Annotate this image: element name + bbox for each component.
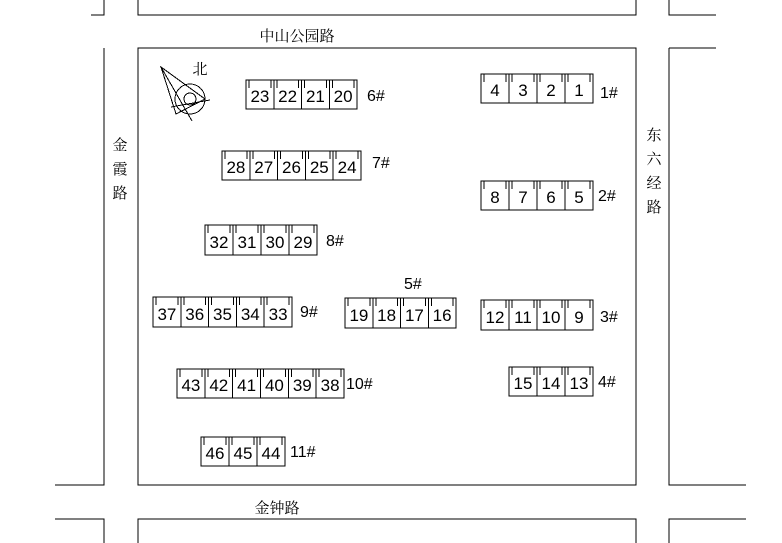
building-label: 7# [372,155,390,172]
unit-number: 10 [541,308,561,327]
unit-number: 33 [268,305,288,324]
building-label: 11# [290,444,316,461]
west-label-char: 金 [112,136,128,154]
unit-number: 39 [292,376,312,395]
building-9 [153,297,318,327]
building-2 [481,181,616,210]
unit-number: 21 [305,87,325,106]
unit-number: 14 [541,374,561,393]
unit-number: 6 [546,188,556,207]
building-7 [222,151,390,180]
unit-number: 32 [209,233,229,252]
unit-number: 31 [237,233,257,252]
building-label: 4# [598,374,616,391]
east-label-char: 六 [646,150,662,168]
unit-number: 28 [226,158,246,177]
buildings-layer [153,74,618,466]
unit-number: 46 [205,444,225,463]
building-label: 1# [600,85,618,102]
east-label-char: 路 [646,198,662,216]
unit-number: 18 [377,306,397,325]
unit-number: 2 [546,81,556,100]
unit-number: 5 [574,188,584,207]
road-label-north: 中山公园路 [259,27,335,45]
road-label-south: 金钟路 [254,499,300,517]
unit-number: 34 [240,305,260,324]
building-label: 3# [600,309,618,326]
unit-number: 7 [518,188,528,207]
building-label: 10# [346,376,373,393]
unit-number: 44 [261,444,281,463]
building-8 [205,225,344,255]
unit-number: 41 [237,376,257,395]
unit-number: 42 [209,376,229,395]
unit-number: 4 [490,81,500,100]
west-label-char: 路 [112,184,128,202]
building-label: 9# [300,304,318,321]
unit-number: 12 [485,308,505,327]
unit-number: 19 [349,306,369,325]
unit-number: 35 [213,305,232,324]
unit-number: 38 [320,376,340,395]
unit-number: 8 [490,188,500,207]
road-label-east [646,126,662,216]
unit-number: 23 [250,87,270,106]
building-4 [509,367,616,396]
unit-number: 40 [264,376,284,395]
road-edges [55,0,746,543]
building-1 [481,74,618,103]
building-10 [177,369,373,398]
building-5 [345,276,456,328]
unit-number: 36 [185,305,205,324]
building-label: 2# [598,188,616,205]
unit-number: 45 [233,444,253,463]
unit-number: 24 [337,158,357,177]
unit-number: 16 [432,306,452,325]
west-label-char: 霞 [112,160,128,178]
unit-number: 30 [265,233,285,252]
building-label: 8# [326,233,344,250]
unit-number: 11 [514,308,532,327]
building-6 [246,80,385,109]
unit-number: 29 [293,233,313,252]
unit-number: 25 [309,158,329,177]
road-label-west [112,136,127,202]
unit-number: 13 [569,374,589,393]
building-11 [201,437,316,466]
unit-number: 15 [513,374,533,393]
unit-number: 17 [404,306,424,325]
unit-number: 1 [574,81,584,100]
unit-number: 9 [574,308,584,327]
unit-number: 27 [254,158,274,177]
unit-number: 26 [282,158,301,177]
unit-number: 3 [518,81,528,100]
compass-north-label: 北 [192,60,208,78]
east-label-char: 经 [646,174,662,192]
building-label: 5# [404,276,422,293]
building-3 [481,300,618,330]
unit-number: 22 [278,87,298,106]
building-label: 6# [367,88,385,105]
east-label-char: 东 [646,126,662,144]
unit-number: 43 [181,376,201,395]
unit-number: 20 [333,87,353,106]
unit-number: 37 [157,305,177,324]
